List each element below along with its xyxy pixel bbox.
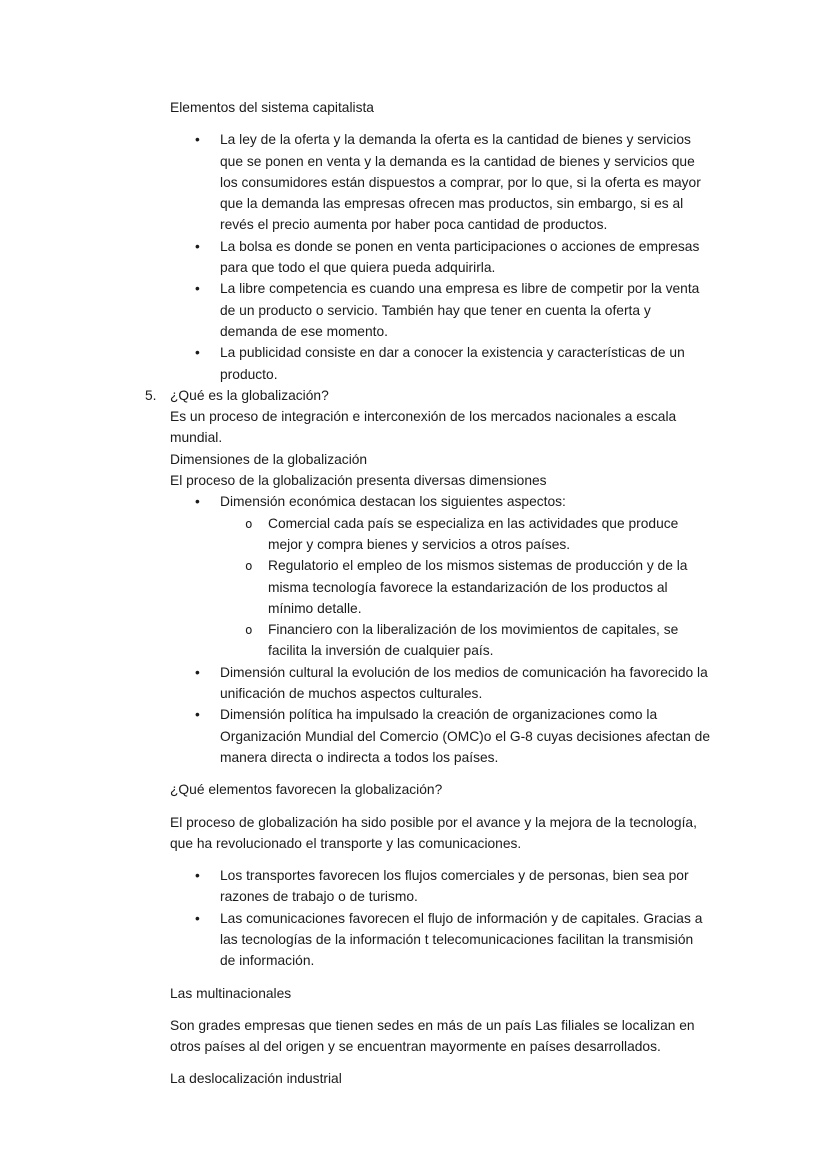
list-item-text: Dimensión económica destacan los siguientes aspectos: (220, 494, 566, 510)
sublist-item-comercial (170, 513, 710, 556)
sublist-item-regulatorio (170, 555, 710, 619)
list-item-la-bolsa (170, 236, 710, 279)
disc-bullet-icon: • (195, 707, 200, 723)
list-item-libre-competencia (170, 278, 710, 342)
disc-bullet-icon: • (195, 132, 200, 148)
list-item-text: La publicidad consiste en dar a conocer la existencia y características de un producto. (220, 345, 685, 382)
circle-bullet-icon: o (245, 515, 253, 531)
list-item-dimension-politica (170, 704, 710, 768)
list-item-dimension-economica (170, 491, 710, 512)
paragraph-dimensiones-intro: El proceso de la globalización presenta diversas dimensiones (170, 473, 547, 489)
paragraph-multinacionales-body: Son grades empresas que tienen sedes en más de un país Las filiales se localizan en otros países al del origen y se encuentran mayormente en países desarrollados. (170, 1017, 695, 1055)
list-item-text: Las comunicaciones favorecen el flujo de información y de capitales. Gracias a las tecnologías de la información t telecomunicaciones facilitan la transmisión de información. (220, 910, 703, 969)
heading-multinacionales: Las multinacionales (170, 985, 292, 1001)
list-item-text: Financiero con la liberalización de los movimientos de capitales, se facilita la inversión de cualquier país. (268, 622, 679, 659)
disc-bullet-icon: • (195, 238, 200, 254)
circle-bullet-icon: o (245, 622, 253, 638)
list-item-text: Dimensión cultural la evolución de los medios de comunicación ha favorecido la unificación de muchos aspectos culturales. (220, 664, 708, 702)
paragraph-globalizacion-answer: Es un proceso de integración e interconexión de los mercados nacionales a escala mundial. (170, 409, 677, 446)
heading-deslocalizacion: La deslocalización industrial (170, 1071, 342, 1087)
list-item-dimension-cultural (170, 662, 710, 705)
list-item-comunicaciones (170, 908, 710, 972)
list-item-text: Comercial cada país se especializa en las actividades que produce mejor y compra bienes y servicios a otros países. (268, 515, 679, 552)
disc-bullet-icon: • (195, 664, 200, 680)
list-item-transportes (170, 865, 710, 908)
heading-elementos-sistema-capitalista: Elementos del sistema capitalista (170, 100, 374, 115)
subheading-dimensiones: Dimensiones de la globalización (170, 451, 368, 467)
disc-bullet-icon: • (195, 494, 200, 510)
question-elementos-favorecen: ¿Qué elementos favorecen la globalización? (170, 782, 443, 798)
numbered-item-5 (145, 385, 710, 406)
list-item-publicidad (170, 342, 710, 385)
list-item-ley-oferta-demanda (170, 129, 710, 235)
disc-bullet-icon: • (195, 910, 200, 926)
sublist-item-financiero (170, 619, 710, 662)
disc-bullet-icon: • (195, 281, 200, 297)
disc-bullet-icon: • (195, 868, 200, 884)
circle-bullet-icon: o (245, 558, 253, 574)
list-item-text: La bolsa es donde se ponen en venta participaciones o acciones de empresas para que todo el que quiera pueda adquirirla. (220, 238, 700, 276)
question-que-es-globalizacion: ¿Qué es la globalización? (170, 387, 329, 403)
paragraph-favor-intro: El proceso de globalización ha sido posible por el avance y la mejora de la tecnología, que ha revolucionado el transporte y las comunicaciones. (170, 814, 697, 851)
list-item-text: Regulatorio el empleo de los mismos sistemas de producción y de la misma tecnología favorece la estandarización de los productos al mínimo detalle. (268, 558, 688, 616)
list-item-text: La libre competencia es cuando una empresa es libre de competir por la venta de un producto o servicio. También hay que tener en cuenta la oferta y demanda de ese momento. (220, 281, 700, 339)
list-item-text: Dimensión política ha impulsado la creación de organizaciones como la Organización Mundial del Comercio (OMC)o el G-8 cuyas decisiones afectan de manera directa o indirecta a todos los países. (220, 707, 711, 765)
list-number: 5. (145, 387, 157, 403)
list-item-text: La ley de la oferta y la demanda la oferta es la cantidad de bienes y servicios que se ponen en venta y la demanda es la cantidad de bienes y servicios que los consumidores están dispuestos a comprar, por lo que, si la oferta es mayor que la demanda las empresas ofrecen mas productos, sin embargo, si es al revés el precio aumenta por haber poca cantidad de productos. (220, 132, 701, 233)
disc-bullet-icon: • (195, 345, 200, 361)
list-item-text: Los transportes favorecen los flujos comerciales y de personas, bien sea por razones de trabajo o de turismo. (220, 868, 689, 905)
